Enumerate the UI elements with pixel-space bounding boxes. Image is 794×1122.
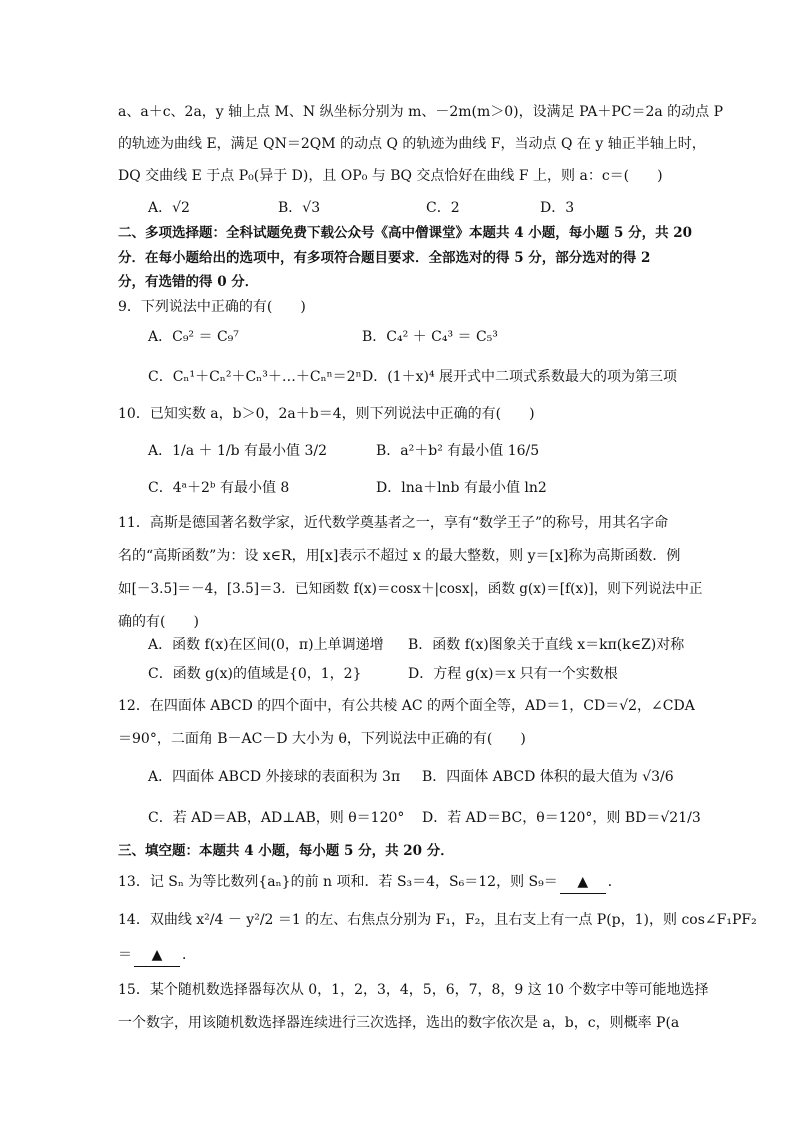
q11-line-3: 如[－3.5]＝－4，[3.5]＝3．已知函数 f(x)＝cosx＋|cosx|，函数 g(x)＝[f(x)]，则下列说法中正	[118, 581, 703, 597]
q14-line-1: 14．双曲线 x²/4 － y²/2 ＝1 的左、右焦点分别为 F₁，F₂，且右支上有一点 P(p，1)，则 cos∠F₁PF₂	[118, 912, 757, 928]
q14-equals: ＝	[118, 947, 132, 963]
q10-option-c: C．4ᵃ＋2ᵇ 有最小值 8	[148, 480, 290, 496]
q12-option-b: B．四面体 ABCD 体积的最大值为 √3/6	[422, 769, 674, 785]
section2-line-3: 分，有选错的得 0 分．	[118, 274, 259, 290]
q13-answer-blank[interactable]: ▲	[560, 871, 606, 894]
q15-line-1: 15．某个随机数选择器每次从 0，1，2，3，4，5，6，7，8，9 这 10 个数字中等可能地选择	[118, 982, 709, 998]
q12-line-1: 12．在四面体 ABCD 的四个面中，有公共棱 AC 的两个面全等，AD＝1，CD＝√2，∠CDA	[118, 698, 695, 714]
q8-option-d: D．3	[540, 200, 575, 216]
q12-option-d: D．若 AD＝BC，θ＝120°，则 BD＝√21/3	[422, 810, 701, 826]
q9-stem: 9．下列说法中正确的有( )	[118, 299, 306, 315]
q8-option-b: B．√3	[278, 200, 321, 216]
q9-option-c: C．Cₙ¹＋Cₙ²＋Cₙ³＋…＋Cₙⁿ＝2ⁿ	[148, 369, 362, 385]
q10-option-d: D．lna＋lnb 有最小值 ln2	[376, 480, 547, 496]
q10-option-b: B．a²＋b² 有最小值 16/5	[376, 443, 540, 459]
q9-option-a: A．C₉² ＝ C₉⁷	[148, 329, 239, 345]
section3-header: 三、填空题：本题共 4 小题，每小题 5 分，共 20 分．	[118, 843, 454, 859]
q11-option-c: C．函数 g(x)的值域是{0，1，2}	[148, 666, 362, 682]
q12-option-a: A．四面体 ABCD 外接球的表面积为 3π	[148, 769, 401, 785]
q11-line-2: 名的“高斯函数”为：设 x∈R，用[x]表示不超过 x 的最大整数，则 y＝[x]称为高斯函数．例	[118, 548, 681, 564]
q12-line-2: ＝90°，二面角 B－AC－D 大小为 θ，下列说法中正确的有( )	[118, 731, 526, 747]
q11-line-4: 确的有( )	[118, 614, 199, 630]
q9-option-d: D．(1＋x)⁴ 展开式中二项式系数最大的项为第三项	[362, 369, 678, 385]
q14-end: ．	[182, 947, 196, 963]
q12-option-c: C．若 AD＝AB，AD⊥AB，则 θ＝120°	[148, 810, 405, 826]
q14-answer-blank[interactable]: ▲	[134, 944, 180, 967]
q10-stem: 10．已知实数 a，b＞0，2a＋b＝4，则下列说法中正确的有( )	[118, 406, 535, 422]
section2-line-2: 分．在每小题给出的选项中，有多项符合题目要求．全部选对的得 5 分，部分选对的得 2	[118, 250, 651, 266]
q8-option-a: A．√2	[148, 200, 190, 216]
q11-option-b: B．函数 f(x)图象关于直线 x＝kπ(k∈Z)对称	[408, 637, 685, 653]
q8-line-2: 的轨迹为曲线 E，满足 QN＝2QM 的动点 Q 的轨迹为曲线 F，当动点 Q 在 y 轴正半轴上时，	[118, 136, 706, 152]
q11-option-d: D．方程 g(x)＝x 只有一个实数根	[408, 666, 618, 682]
q15-line-2: 一个数字，用该随机数选择器连续进行三次选择，选出的数字依次是 a，b，c，则概率 P(a	[118, 1015, 680, 1031]
q10-option-a: A．1/a ＋ 1/b 有最小值 3/2	[148, 443, 327, 459]
q8-line-1: a、a＋c、2a，y 轴上点 M、N 纵坐标分别为 m、－2m(m＞0)，设满足 PA＋PC＝2a 的动点 P	[118, 104, 724, 120]
q9-option-b: B．C₄² ＋ C₄³ ＝ C₅³	[362, 329, 498, 345]
q13	[118, 871, 622, 894]
q8-line-3: DQ 交曲线 E 于点 P₀(异于 D)，且 OP₀ 与 BQ 交点恰好在曲线 F 上，则 a：c＝( )	[118, 168, 663, 184]
section2-line-1: 二、多项选择题：全科试题免费下载公众号《高中僧课堂》本题共 4 小题，每小题 5 分，共 20	[118, 225, 693, 241]
q13-text: 13．记 Sₙ 为等比数列{aₙ}的前 n 项和．若 S₃＝4，S₆＝12，则 S₉＝	[118, 874, 558, 890]
q14-line-2	[118, 944, 196, 967]
q8-option-c: C．2	[426, 200, 460, 216]
q11-line-1: 11．高斯是德国著名数学家，近代数学奠基者之一，享有“数学王子”的称号，用其名字命	[118, 515, 669, 531]
q13-end: ．	[607, 874, 622, 890]
q11-option-a: A．函数 f(x)在区间(0，π)上单调递增	[148, 637, 384, 653]
